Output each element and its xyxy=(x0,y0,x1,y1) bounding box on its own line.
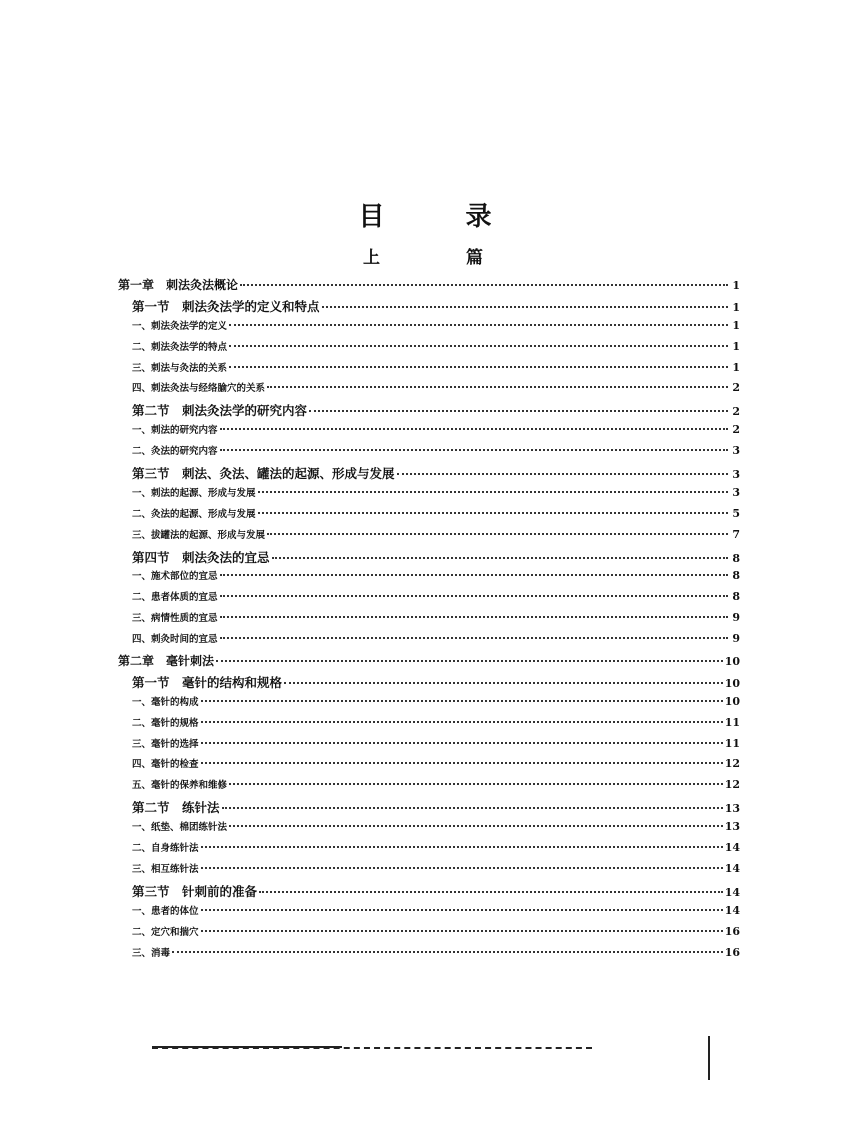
toc-entry-item xyxy=(118,380,740,401)
dot-leader xyxy=(397,473,728,475)
dot-leader xyxy=(201,700,723,702)
toc-entry-page: 1 xyxy=(732,300,740,314)
dot-leader xyxy=(267,533,728,535)
toc-entry-item xyxy=(118,694,740,715)
toc-entry-page: 13 xyxy=(724,802,740,816)
toc-entry-section xyxy=(118,882,740,903)
dot-leader xyxy=(267,386,728,388)
toc-entry-label: 二、自身练针法 xyxy=(132,843,199,855)
margin-mark xyxy=(708,1036,710,1080)
dot-leader xyxy=(259,891,723,893)
dot-leader xyxy=(229,783,723,785)
table-of-contents xyxy=(118,276,740,965)
footer-dashed-rule xyxy=(152,1047,592,1049)
dot-leader xyxy=(220,428,728,430)
toc-entry-label: 一、刺法的起源、形成与发展 xyxy=(132,487,256,499)
dot-leader xyxy=(220,595,728,597)
toc-entry-item xyxy=(118,589,740,610)
toc-entry-item xyxy=(118,422,740,443)
dot-leader xyxy=(229,825,723,827)
toc-entry-page: 1 xyxy=(732,339,740,353)
toc-entry-label: 第二节 刺法灸法学的研究内容 xyxy=(132,403,308,419)
toc-entry-label: 三、刺法与灸法的关系 xyxy=(132,362,228,374)
toc-entry-section xyxy=(118,297,740,318)
toc-entry-section xyxy=(118,673,740,694)
toc-entry-page: 3 xyxy=(732,444,740,458)
toc-entry-chapter xyxy=(118,652,740,673)
page-title: 目 录 xyxy=(358,202,528,232)
toc-entry-page: 16 xyxy=(724,945,740,959)
dot-leader xyxy=(201,742,723,744)
dot-leader xyxy=(201,930,723,932)
toc-entry-item xyxy=(118,318,740,339)
toc-entry-label: 一、毫针的构成 xyxy=(132,696,199,708)
dot-leader xyxy=(201,909,723,911)
toc-entry-item xyxy=(118,924,740,945)
toc-entry-label: 一、刺法灸法学的定义 xyxy=(132,320,228,332)
toc-entry-page: 11 xyxy=(724,715,740,729)
toc-entry-chapter xyxy=(118,276,740,297)
toc-entry-section xyxy=(118,464,740,485)
toc-entry-label: 一、纸垫、棉团练针法 xyxy=(132,822,228,834)
toc-entry-item xyxy=(118,360,740,381)
toc-entry-page: 12 xyxy=(724,757,740,771)
toc-entry-page: 8 xyxy=(732,551,740,565)
toc-entry-section xyxy=(118,548,740,569)
dot-leader xyxy=(229,324,728,326)
toc-entry-page: 13 xyxy=(724,820,740,834)
toc-entry-label: 五、毫针的保养和维修 xyxy=(132,780,228,792)
toc-entry-page: 2 xyxy=(732,405,740,419)
toc-entry-label: 二、毫针的规格 xyxy=(132,717,199,729)
toc-entry-item xyxy=(118,527,740,548)
toc-entry-page: 7 xyxy=(732,527,740,541)
toc-entry-page: 14 xyxy=(724,861,740,875)
part-heading: 上 篇 xyxy=(363,248,523,268)
toc-entry-label: 二、定穴和揣穴 xyxy=(132,926,199,938)
dot-leader xyxy=(309,410,728,412)
toc-entry-label: 第四节 刺法灸法的宜忌 xyxy=(132,549,270,565)
toc-entry-page: 1 xyxy=(732,279,740,292)
toc-entry-item xyxy=(118,945,740,966)
toc-entry-item xyxy=(118,756,740,777)
toc-entry-page: 12 xyxy=(724,778,740,792)
toc-entry-item xyxy=(118,903,740,924)
toc-entry-page: 14 xyxy=(724,903,740,917)
toc-entry-label: 三、拔罐法的起源、形成与发展 xyxy=(132,529,266,541)
toc-entry-item xyxy=(118,568,740,589)
toc-entry-item xyxy=(118,610,740,631)
toc-entry-item xyxy=(118,506,740,527)
toc-entry-page: 14 xyxy=(724,885,740,899)
toc-entry-label: 第一节 刺法灸法学的定义和特点 xyxy=(132,298,320,314)
dot-leader xyxy=(272,557,728,559)
toc-entry-section xyxy=(118,798,740,819)
dot-leader xyxy=(201,721,723,723)
toc-entry-label: 三、消毒 xyxy=(132,947,171,959)
toc-entry-page: 5 xyxy=(732,506,740,520)
toc-entry-label: 第一章 刺法灸法概论 xyxy=(118,278,239,292)
dot-leader xyxy=(220,616,728,618)
toc-entry-item xyxy=(118,777,740,798)
toc-entry-page: 2 xyxy=(732,423,740,437)
dot-leader xyxy=(322,306,728,308)
toc-entry-label: 二、患者体质的宜忌 xyxy=(132,592,218,604)
dot-leader xyxy=(229,366,728,368)
dot-leader xyxy=(222,807,723,809)
toc-entry-page: 2 xyxy=(732,381,740,395)
toc-entry-label: 二、灸法的起源、形成与发展 xyxy=(132,508,256,520)
toc-entry-item xyxy=(118,339,740,360)
toc-entry-item xyxy=(118,840,740,861)
toc-entry-page: 3 xyxy=(732,468,740,482)
dot-leader xyxy=(201,762,723,764)
toc-entry-label: 一、刺法的研究内容 xyxy=(132,425,218,437)
toc-entry-label: 第一节 毫针的结构和规格 xyxy=(132,674,283,690)
toc-entry-label: 一、患者的体位 xyxy=(132,905,199,917)
toc-entry-item xyxy=(118,631,740,652)
dot-leader xyxy=(240,284,728,286)
toc-entry-page: 16 xyxy=(724,924,740,938)
toc-entry-section xyxy=(118,401,740,422)
toc-entry-label: 四、刺法灸法与经络腧穴的关系 xyxy=(132,383,266,395)
dot-leader xyxy=(172,951,723,953)
toc-entry-label: 二、灸法的研究内容 xyxy=(132,446,218,458)
toc-entry-label: 第三节 针刺前的准备 xyxy=(132,883,258,899)
toc-entry-item xyxy=(118,819,740,840)
toc-entry-page: 8 xyxy=(732,590,740,604)
toc-entry-page: 1 xyxy=(732,318,740,332)
toc-entry-page: 3 xyxy=(732,485,740,499)
toc-entry-label: 四、毫针的检查 xyxy=(132,759,199,771)
toc-entry-page: 14 xyxy=(724,841,740,855)
toc-entry-page: 9 xyxy=(732,611,740,625)
toc-entry-label: 二、刺法灸法学的特点 xyxy=(132,341,228,353)
dot-leader xyxy=(258,512,728,514)
toc-entry-page: 11 xyxy=(724,736,740,750)
dot-leader xyxy=(229,345,728,347)
toc-entry-page: 8 xyxy=(732,569,740,583)
dot-leader xyxy=(220,449,728,451)
dot-leader xyxy=(284,682,723,684)
toc-entry-item xyxy=(118,715,740,736)
dot-leader xyxy=(220,574,728,576)
toc-entry-label: 一、施术部位的宜忌 xyxy=(132,571,218,583)
toc-entry-label: 三、病情性质的宜忌 xyxy=(132,613,218,625)
dot-leader xyxy=(201,867,723,869)
toc-entry-label: 第三节 刺法、灸法、罐法的起源、形成与发展 xyxy=(132,466,395,482)
toc-entry-page: 10 xyxy=(724,694,740,708)
toc-entry-page: 10 xyxy=(724,655,740,669)
toc-entry-label: 第二章 毫针刺法 xyxy=(118,654,215,669)
toc-entry-label: 四、刺灸时间的宜忌 xyxy=(132,634,218,646)
dot-leader xyxy=(220,637,728,639)
toc-entry-label: 第二节 练针法 xyxy=(132,800,220,816)
toc-entry-item xyxy=(118,736,740,757)
dot-leader xyxy=(216,660,723,662)
toc-entry-page: 1 xyxy=(732,360,740,374)
toc-entry-page: 9 xyxy=(732,632,740,646)
toc-entry-item xyxy=(118,861,740,882)
dot-leader xyxy=(258,491,728,493)
toc-entry-item xyxy=(118,485,740,506)
toc-entry-label: 三、毫针的选择 xyxy=(132,738,199,750)
toc-entry-item xyxy=(118,443,740,464)
toc-entry-page: 10 xyxy=(724,676,740,690)
dot-leader xyxy=(201,846,723,848)
toc-entry-label: 三、相互练针法 xyxy=(132,863,199,875)
